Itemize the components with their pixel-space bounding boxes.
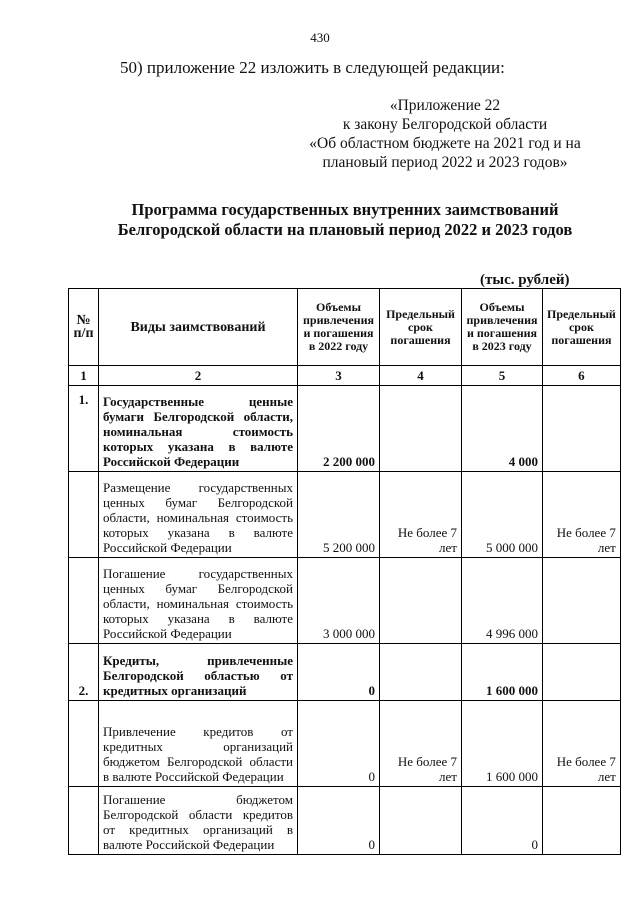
appendix-reference: [300, 96, 590, 172]
row-description: Размещение государственных ценных бумаг Белгородской области, номинальная стоимость которых указана в валюте Российской Федерации: [99, 472, 298, 558]
term-2023: Не более 7 лет: [543, 472, 621, 558]
index-cell: 4: [380, 366, 462, 386]
term-2022: Не более 7 лет: [380, 472, 462, 558]
row-number: [69, 558, 99, 644]
term-2022: [380, 787, 462, 855]
value-2022: 3 000 000: [298, 558, 380, 644]
row-description: Погашение государственных ценных бумаг Белгородской области, номинальная стоимость которых указана в валюте Российской Федерации: [99, 558, 298, 644]
header-kind: Виды заимствований: [99, 289, 298, 366]
term-2023: Не более 7 лет: [543, 701, 621, 787]
index-cell: 6: [543, 366, 621, 386]
document-title: [0, 200, 640, 240]
index-cell: 3: [298, 366, 380, 386]
value-2022: 0: [298, 787, 380, 855]
row-description: Кредиты, привлеченные Белгородской областью от кредитных организаций: [99, 644, 298, 701]
table-row: [69, 644, 621, 701]
appendix-line-2: к закону Белгородской области: [342, 116, 548, 133]
term-2023: [543, 558, 621, 644]
value-2022: 0: [298, 644, 380, 701]
term-2023: [543, 386, 621, 472]
term-2023: [543, 787, 621, 855]
header-num: № п/п: [69, 289, 99, 366]
value-2023: 1 600 000: [462, 701, 543, 787]
header-volume-2022: Объемы привлечения и погашения в 2022 году: [298, 289, 380, 366]
row-number: [69, 701, 99, 787]
value-2022: 5 200 000: [298, 472, 380, 558]
row-number: 1.: [69, 386, 99, 472]
table-row: [69, 386, 621, 472]
borrowing-table: [68, 288, 621, 855]
appendix-line-4: плановый период 2022 и 2023 годов»: [322, 154, 568, 171]
amendment-text: 50) приложение 22 изложить в следующей редакции:: [120, 58, 505, 77]
term-2022: [380, 644, 462, 701]
value-2023: 4 996 000: [462, 558, 543, 644]
table-row: [69, 701, 621, 787]
value-2022: 2 200 000: [298, 386, 380, 472]
title-line-2: Белгородской области на плановый период 2022 и 2023 годов: [117, 220, 573, 239]
table-index-row: [69, 366, 621, 386]
value-2022: 0: [298, 701, 380, 787]
title-line-1: Программа государственных внутренних заимствований: [131, 200, 559, 219]
index-cell: 1: [69, 366, 99, 386]
header-term-2022: Предельный срок погашения: [380, 289, 462, 366]
appendix-line-3: «Об областном бюджете на 2021 год и на: [309, 135, 581, 152]
row-description: Государственные ценные бумаги Белгородской области, номинальная стоимость которых указана в валюте Российской Федерации: [99, 386, 298, 472]
row-description: Погашение бюджетом Белгородской области кредитов от кредитных организаций в валюте Российской Федерации: [99, 787, 298, 855]
term-2022: Не более 7 лет: [380, 701, 462, 787]
term-2022: [380, 386, 462, 472]
appendix-line-1: «Приложение 22: [389, 97, 501, 114]
row-number: 2.: [69, 644, 99, 701]
units-note: (тыс. рублей): [480, 272, 570, 288]
page-number: 430: [310, 30, 330, 45]
header-term-2023: Предельный срок погашения: [543, 289, 621, 366]
value-2023: 0: [462, 787, 543, 855]
row-description: Привлечение кредитов от кредитных организаций бюджетом Белгородской области в валюте Российской Федерации: [99, 701, 298, 787]
value-2023: 4 000: [462, 386, 543, 472]
index-cell: 2: [99, 366, 298, 386]
term-2023: [543, 644, 621, 701]
table-row: [69, 472, 621, 558]
index-cell: 5: [462, 366, 543, 386]
value-2023: 1 600 000: [462, 644, 543, 701]
table-row: [69, 558, 621, 644]
value-2023: 5 000 000: [462, 472, 543, 558]
table-header-row: [69, 289, 621, 366]
row-number: [69, 787, 99, 855]
row-number: [69, 472, 99, 558]
term-2022: [380, 558, 462, 644]
header-volume-2023: Объемы привлечения и погашения в 2023 году: [462, 289, 543, 366]
table-row: [69, 787, 621, 855]
